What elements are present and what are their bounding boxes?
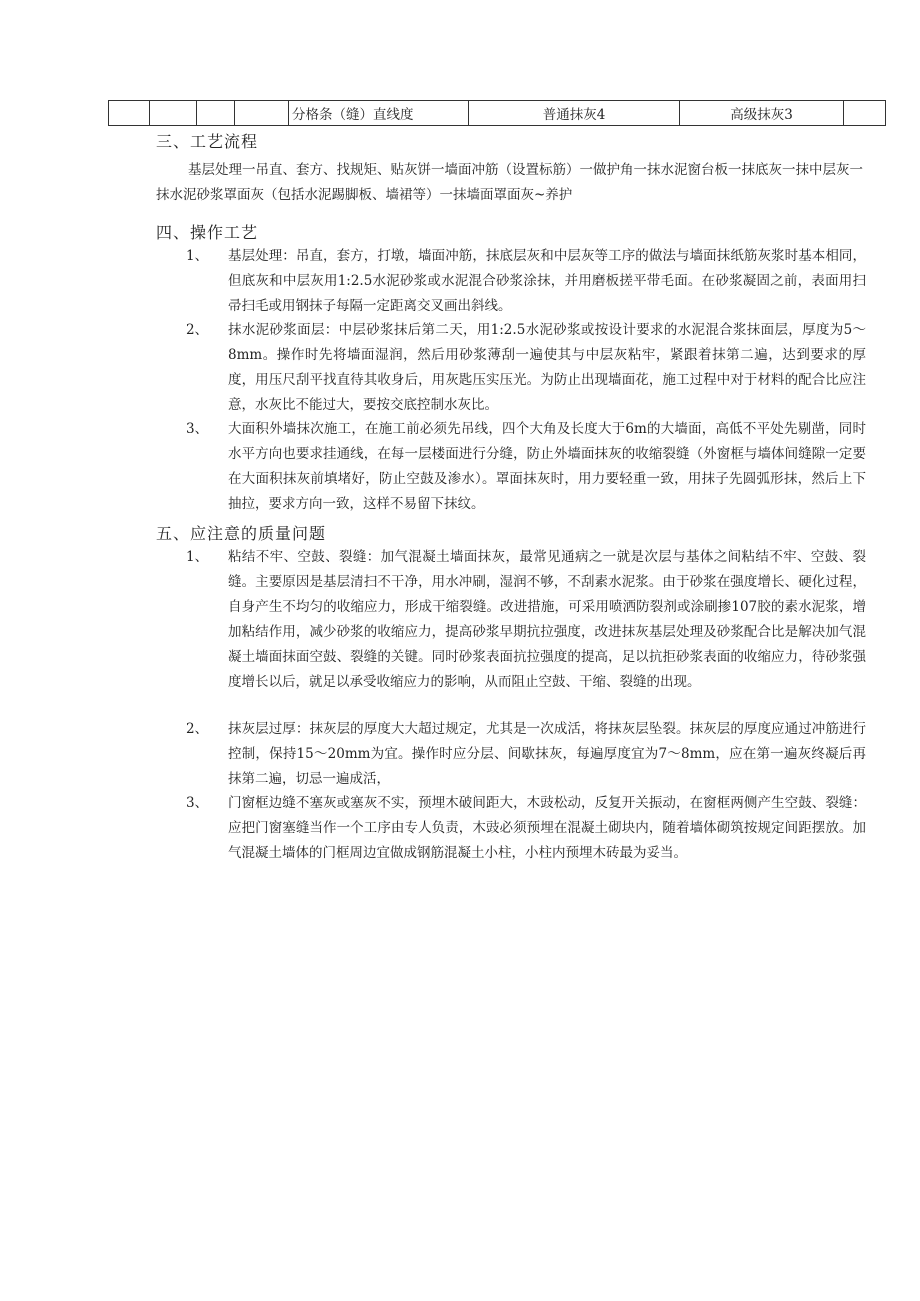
table-cell-advanced-plaster: 高级抹灰3 bbox=[680, 101, 844, 126]
table-cell-empty bbox=[197, 101, 235, 126]
item-text: 基层处理：吊直，套方，打墩，墙面冲筋，抹底层灰和中层灰等工序的做法与墙面抹纸筋灰浆时基本相同，但底灰和中层灰用1:2.5水泥砂浆或水泥混合砂浆涂抹，并用磨板搓平带毛面。在砂浆凝固之前，表面用扫帚扫毛或用钢抹子每隔一定距离交叉画出斜线。 bbox=[228, 248, 866, 314]
item-text: 粘结不牢、空鼓、裂缝：加气混凝土墙面抹灰，最常见通病之一就是次层与基体之间粘结不牢、空鼓、裂缝。主要原因是基层清扫不干净，用水冲刷，湿润不够，不刮素水泥浆。由于砂浆在强度增长、硬化过程，自身产生不均匀的收缩应力，形成干缩裂缝。改进措施，可采用喷洒防裂剂或涂刷掺107胶的素水泥浆，增加粘结作用，减少砂浆的收缩应力，提高砂浆早期抗拉强度，改进抹灰基层处理及砂浆配合比是解决加气混凝土墙面抹面空鼓、裂缝的关键。同时砂浆表面抗拉强度的提高，足以抗拒砂浆表面的收缩应力，待砂浆强度增长以后，就足以承受收缩应力的影响，从而阻止空鼓、干缩、裂缝的出现。 bbox=[228, 549, 866, 690]
item-number: 1、 bbox=[186, 248, 209, 264]
section-5-title: 五、应注意的质量问题 bbox=[156, 524, 327, 543]
section-3-title: 三、工艺流程 bbox=[156, 132, 259, 151]
table-row bbox=[109, 101, 886, 126]
table-cell-empty bbox=[150, 101, 197, 126]
item-number: 2、 bbox=[186, 322, 209, 338]
table-cell-normal-plaster: 普通抹灰4 bbox=[469, 101, 680, 126]
section-4-title: 四、操作工艺 bbox=[156, 223, 259, 242]
table-cell-criterion: 分格条（缝）直线度 bbox=[289, 101, 469, 126]
table-cell-empty bbox=[844, 101, 886, 126]
item-text: 抹水泥砂浆面层：中层砂浆抹后第二天，用1:2.5水泥砂浆或按设计要求的水泥混合浆抹面层，厚度为5～8mm。操作时先将墙面湿润，然后用砂浆薄刮一遍使其与中层灰粘牢，紧跟着抹第二遍，达到要求的厚度，用压尺刮平找直待其收身后，用灰匙压实压光。为防止出现墙面花，施工过程中对于材料的配合比应注意，水灰比不能过大，要按交底控制水灰比。 bbox=[228, 322, 866, 413]
quality-spec-table-fragment bbox=[108, 100, 886, 126]
item-number: 2、 bbox=[186, 721, 209, 737]
table-cell-empty bbox=[109, 101, 150, 126]
item-number: 3、 bbox=[186, 795, 209, 811]
item-text: 大面积外墙抹次施工，在施工前必须先吊线，四个大角及长度大于6m的大墙面，高低不平处先剔凿，同时水平方向也要求挂通线，在每一层楼面进行分缝，防止外墙面抹灰的收缩裂缝（外窗框与墙体间缝隙一定要在大面积抹灰前填堵好，防止空鼓及渗水）。罩面抹灰时，用力要轻重一致，用抹子先圆弧形抹，然后上下抽拉，要求方向一致，这样不易留下抹纹。 bbox=[228, 421, 866, 512]
table-cell-empty bbox=[235, 101, 289, 126]
item-text: 抹灰层过厚：抹灰层的厚度大大超过规定，尤其是一次成活，将抹灰层坠裂。抹灰层的厚度应通过冲筋进行控制，保持15～20mm为宜。操作时应分层、间歇抹灰，每遍厚度宜为7～8mm，应在第一遍灰终凝后再抹第二遍，切忌一遍成活， bbox=[228, 721, 866, 787]
section-3-process-text: 基层处理一吊直、套方、找规矩、贴灰饼一墙面冲筋（设置标筋）一做护角一抹水泥窗台板一抹底灰一抹中层灰一抹水泥砂浆罩面灰（包括水泥踢脚板、墙裙等）一抹墙面罩面灰~养护 bbox=[156, 162, 863, 203]
item-number: 3、 bbox=[186, 421, 209, 437]
item-text: 门窗框边缝不塞灰或塞灰不实，预埋木破间距大，木豉松动，反复开关振动，在窗框两侧产生空鼓、裂缝：应把门窗塞缝当作一个工序由专人负责，木豉必须预埋在混凝土砌块内，随着墙体砌筑按规定间距摆放。加气混凝土墙体的门框周边宜做成钢筋混凝土小柱，小柱内预埋木砖最为妥当。 bbox=[228, 795, 866, 861]
item-number: 1、 bbox=[186, 549, 209, 565]
